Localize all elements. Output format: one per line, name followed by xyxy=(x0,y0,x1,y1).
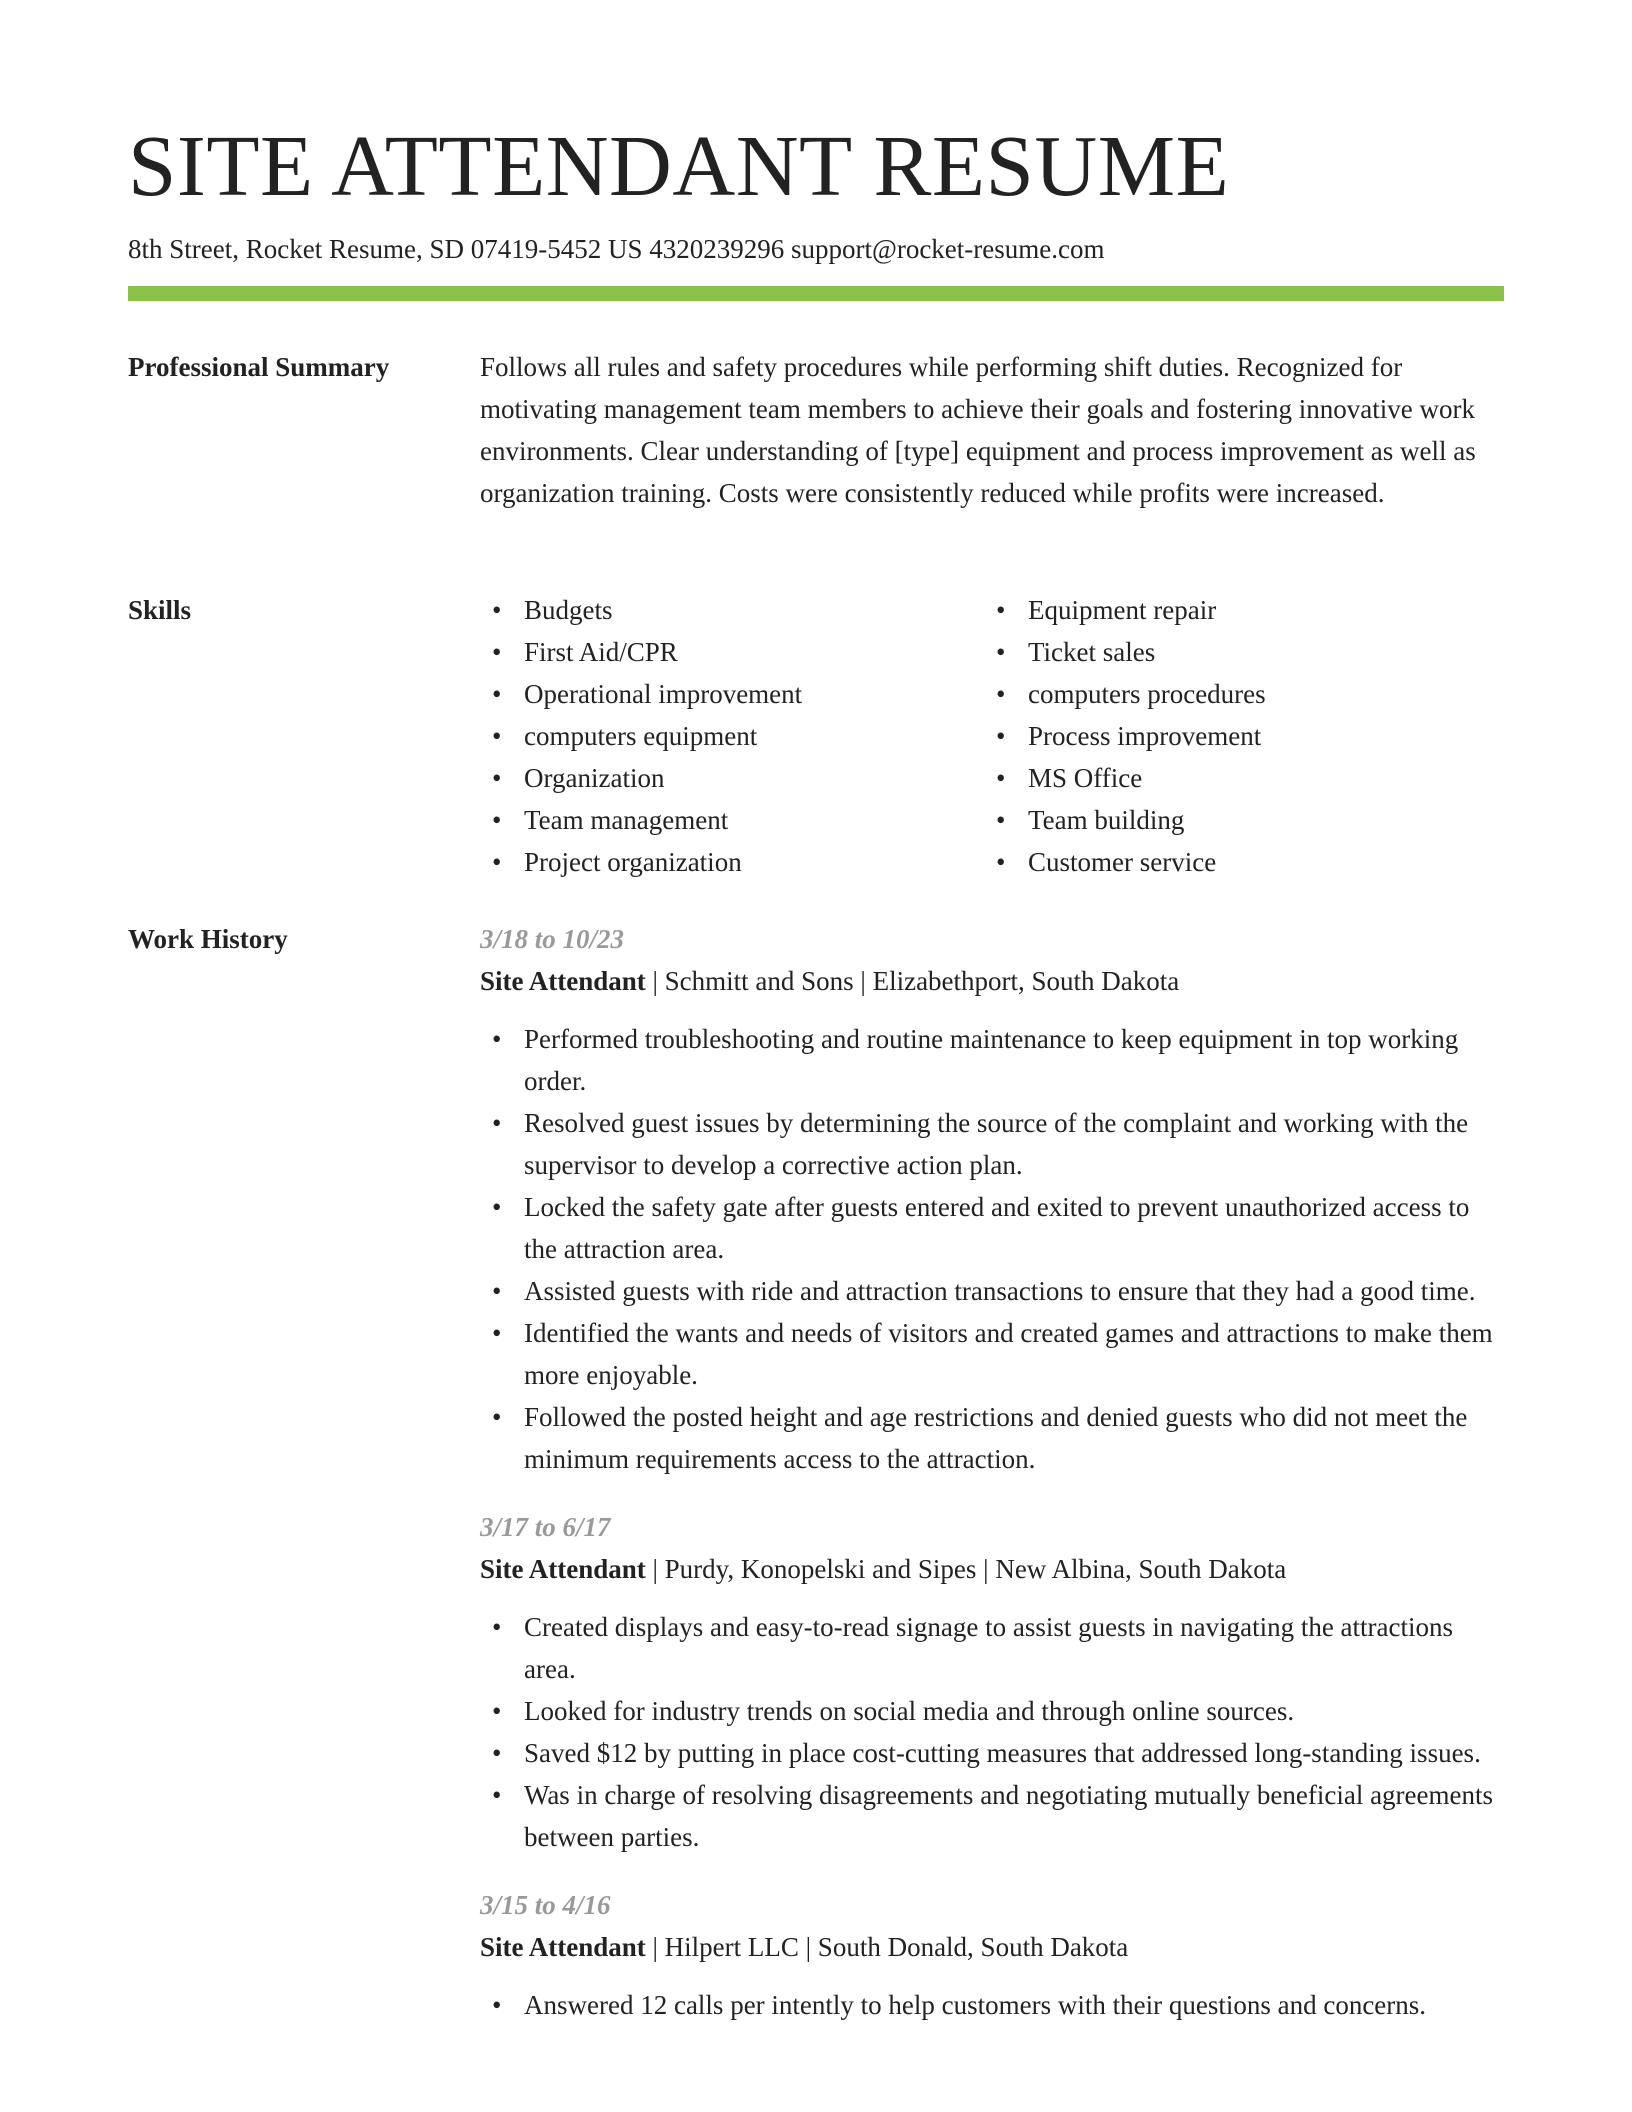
job-title: Site Attendant xyxy=(480,1932,646,1962)
job-dates: 3/17 to 6/17 xyxy=(480,1512,611,1542)
skill-item: • Equipment repair xyxy=(984,589,1488,631)
job-duty: • Followed the posted height and age restrictions and denied guests who did not meet the minimum requirements access to the attraction. xyxy=(480,1396,1504,1480)
contact-line: 8th Street, Rocket Resume, SD 07419-5452 US 4320239296 support@rocket-resume.com xyxy=(128,234,1105,264)
job-heading xyxy=(480,1548,1504,1590)
job-duty: • Identified the wants and needs of visitors and created games and attractions to make them more enjoyable. xyxy=(480,1312,1504,1396)
skill-item: • Customer service xyxy=(984,841,1488,883)
skill-item: • Team management xyxy=(480,799,984,841)
job-entry xyxy=(480,918,1504,1480)
job-heading xyxy=(480,1926,1504,1968)
job-title: Site Attendant xyxy=(480,966,646,996)
job-duties-list xyxy=(480,1018,1504,1480)
job-entry xyxy=(480,1506,1504,1858)
skill-item: • Ticket sales xyxy=(984,631,1488,673)
job-heading xyxy=(480,960,1504,1002)
job-title: Site Attendant xyxy=(480,1554,646,1584)
job-duty: • Performed troubleshooting and routine maintenance to keep equipment in top working order. xyxy=(480,1018,1504,1102)
job-employer-location: | Hilpert LLC | South Donald, South Dakota xyxy=(645,1932,1129,1962)
skill-item: • Organization xyxy=(480,757,984,799)
skills-grid xyxy=(480,589,1504,883)
skill-item: • Budgets xyxy=(480,589,984,631)
accent-divider xyxy=(128,286,1504,301)
summary-label: Professional Summary xyxy=(128,352,390,382)
skill-item: • Team building xyxy=(984,799,1488,841)
job-duty: • Locked the safety gate after guests entered and exited to prevent unauthorized access to the attraction area. xyxy=(480,1186,1504,1270)
job-duty: • Answered 12 calls per intently to help customers with their questions and concerns. xyxy=(480,1984,1504,2026)
job-employer-location: | Schmitt and Sons | Elizabethport, South Dakota xyxy=(645,966,1180,996)
skill-item: • Operational improvement xyxy=(480,673,984,715)
skills-label: Skills xyxy=(128,595,192,625)
job-dates: 3/18 to 10/23 xyxy=(480,924,625,954)
summary-text: Follows all rules and safety procedures while performing shift duties. Recognized for motivating management team members to achieve their goals and fostering innovative work environments. Clear understanding of [type] equipment and process improvement as well as organization training. Costs were consistently reduced while profits were increased. xyxy=(480,352,1476,508)
skills-section xyxy=(480,589,1504,883)
work-history-section xyxy=(480,918,1504,2052)
job-duty: • Resolved guest issues by determining the source of the complaint and working with the supervisor to develop a corrective action plan. xyxy=(480,1102,1504,1186)
skill-item: • computers procedures xyxy=(984,673,1488,715)
skill-item: • Process improvement xyxy=(984,715,1488,757)
job-duty: • Assisted guests with ride and attraction transactions to ensure that they had a good time. xyxy=(480,1270,1504,1312)
job-duty: • Looked for industry trends on social media and through online sources. xyxy=(480,1690,1504,1732)
job-duty: • Created displays and easy-to-read signage to assist guests in navigating the attractions area. xyxy=(480,1606,1504,1690)
job-employer-location: | Purdy, Konopelski and Sipes | New Albina, South Dakota xyxy=(645,1554,1287,1584)
resume-title: SITE ATTENDANT RESUME xyxy=(128,117,1230,214)
summary-section xyxy=(480,346,1504,514)
skills-left-list xyxy=(480,589,984,883)
skill-item: • Project organization xyxy=(480,841,984,883)
work-history-label: Work History xyxy=(128,924,288,954)
job-duties-list xyxy=(480,1606,1504,1858)
skill-item: • MS Office xyxy=(984,757,1488,799)
skills-right-list xyxy=(984,589,1488,883)
job-duty: • Saved $12 by putting in place cost-cutting measures that addressed long-standing issues. xyxy=(480,1732,1504,1774)
job-duties-list xyxy=(480,1984,1504,2026)
job-duty: • Was in charge of resolving disagreements and negotiating mutually beneficial agreements between parties. xyxy=(480,1774,1504,1858)
skill-item: • First Aid/CPR xyxy=(480,631,984,673)
job-dates: 3/15 to 4/16 xyxy=(480,1890,611,1920)
skill-item: • computers equipment xyxy=(480,715,984,757)
job-entry xyxy=(480,1884,1504,2026)
